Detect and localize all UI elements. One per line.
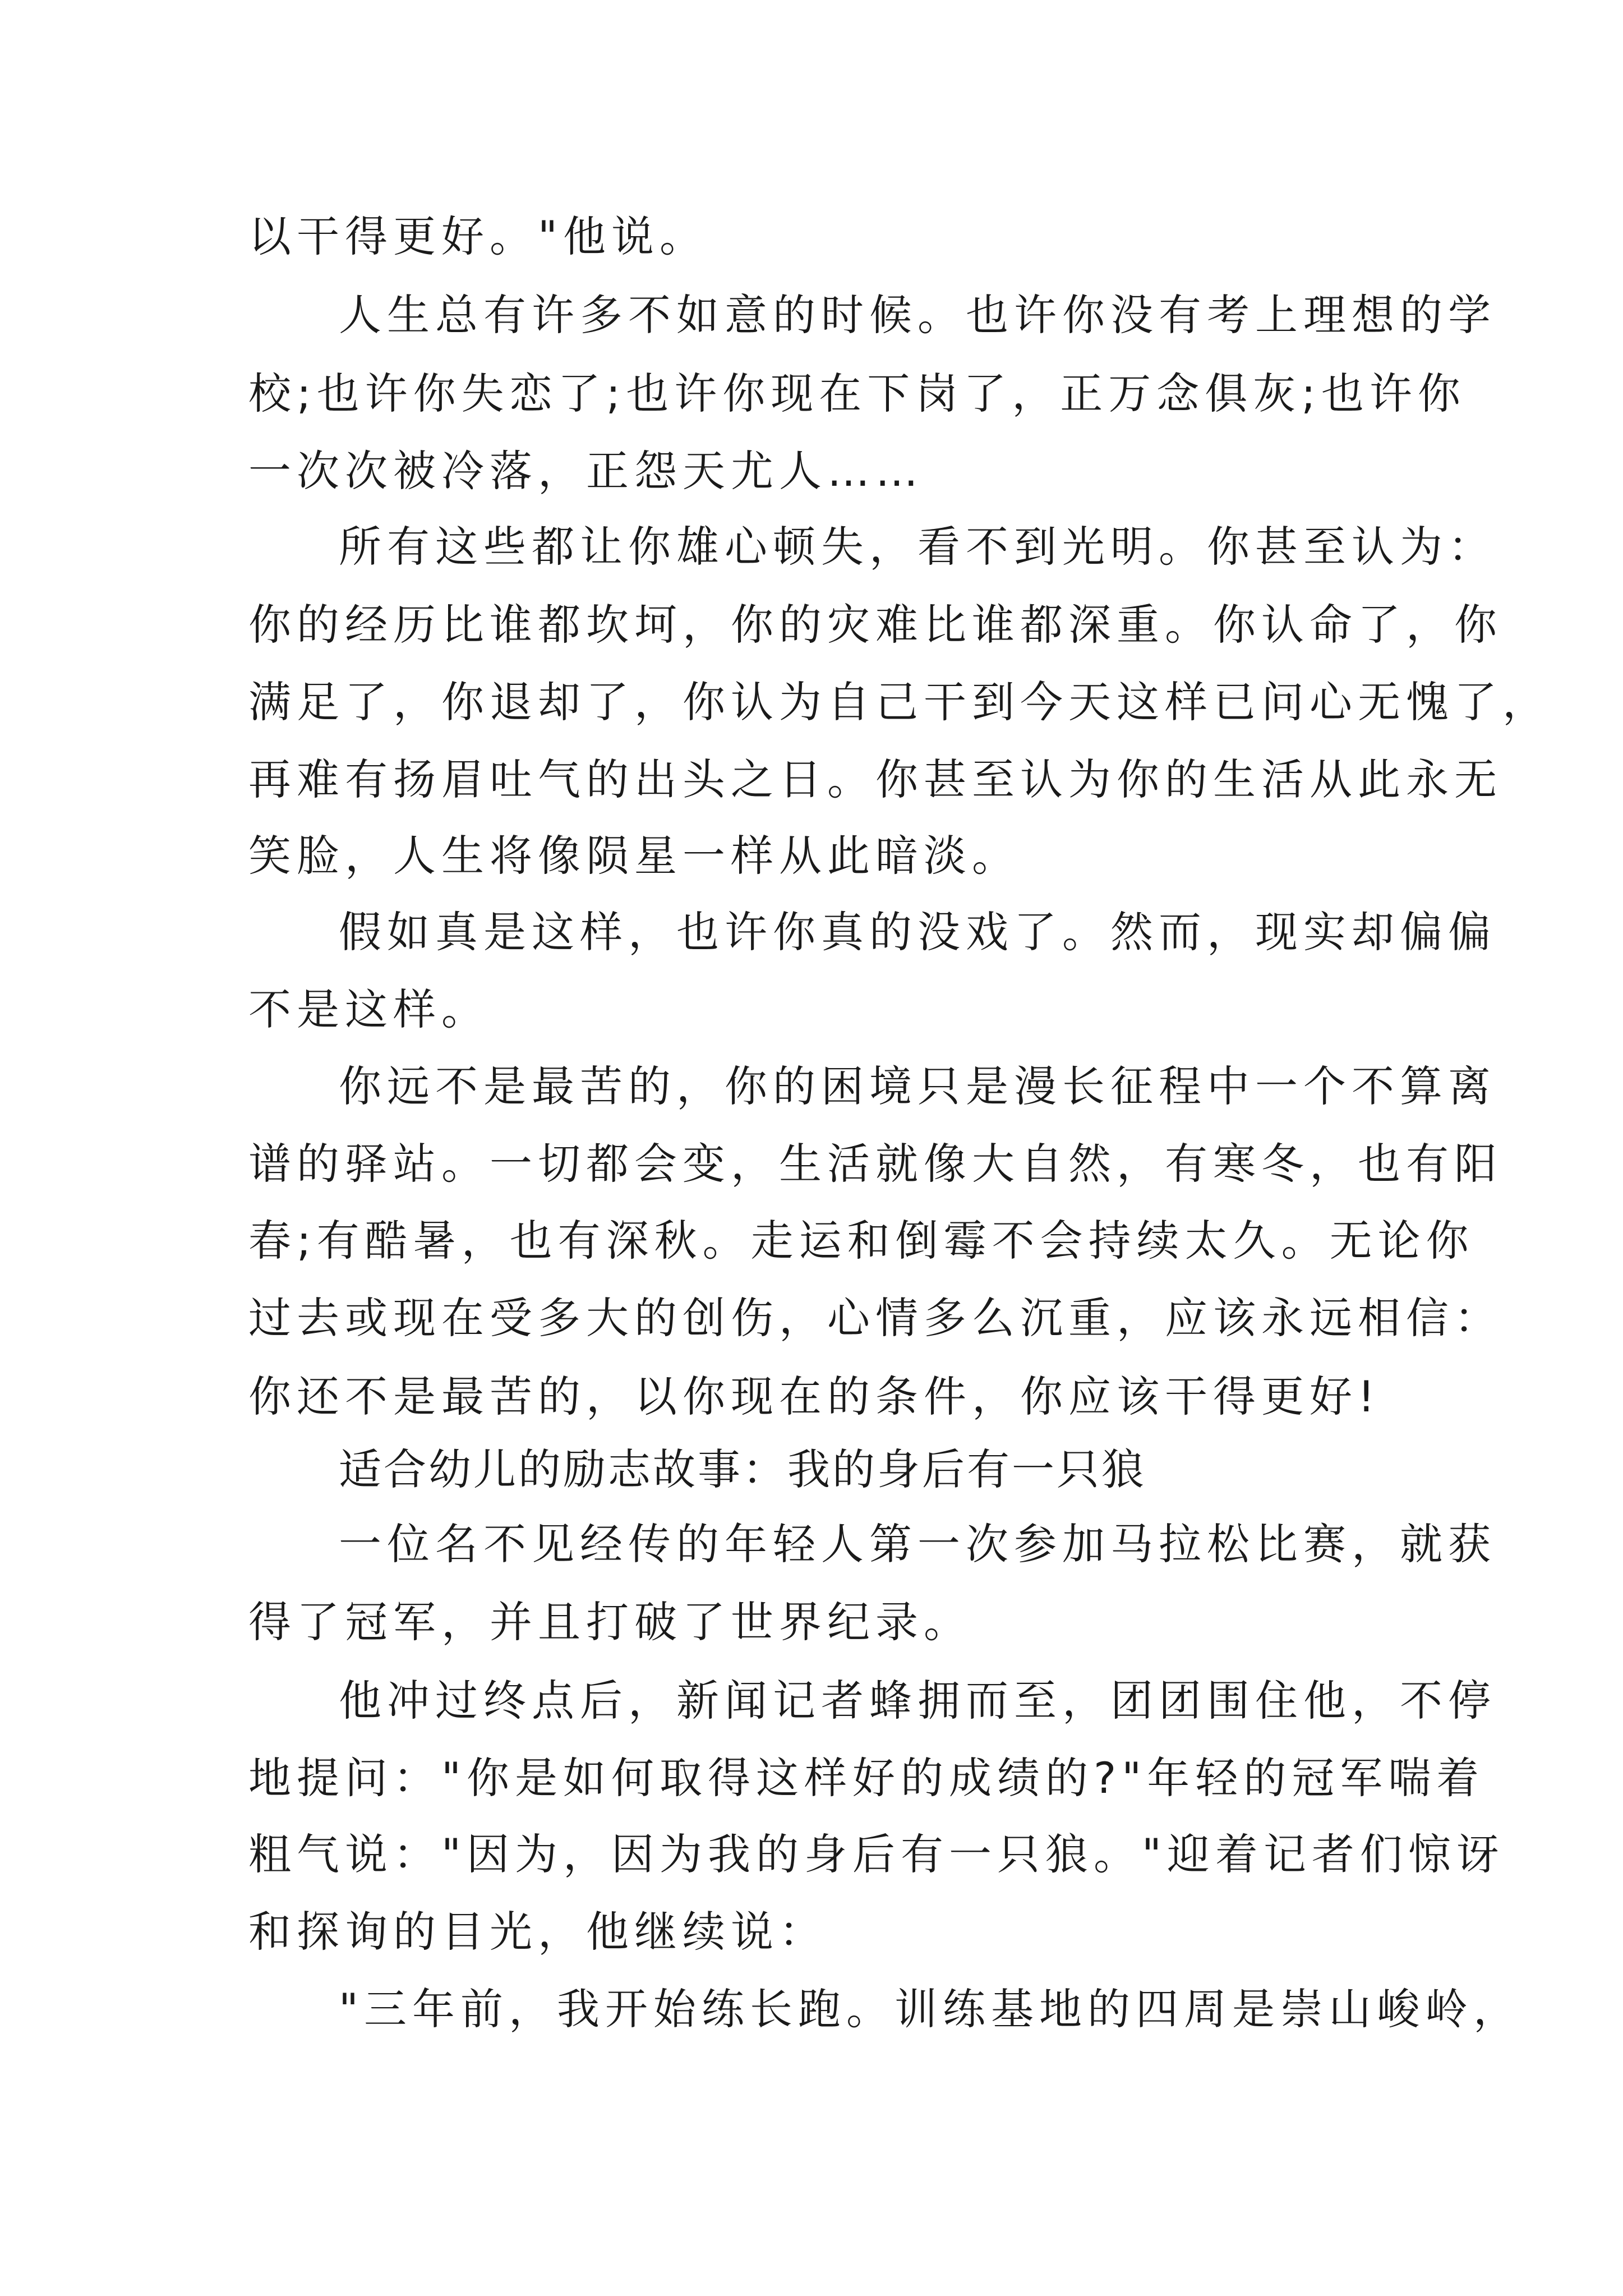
text-line-4: 一次次被冷落，正怨天尤人…… [248, 446, 924, 496]
text-line-13: 谱的驿站。一切都会变，生活就像大自然，有寒冬，也有阳 [248, 1139, 1502, 1189]
text-line-20: 他冲过终点后，新闻记者蜂拥而至，团团围住他，不停 [339, 1676, 1496, 1726]
text-line-14: 春;有酷暑，也有深秋。走运和倒霉不会持续太久。无论你 [248, 1216, 1474, 1266]
text-line-5: 所有这些都让你雄心顿失，看不到光明。你甚至认为： [339, 522, 1496, 572]
text-line-3: 校;也许你失恋了;也许你现在下岗了，正万念俱灰;也许你 [248, 369, 1466, 418]
text-line-15: 过去或现在受多大的创伤，心情多么沉重，应该永远相信： [248, 1293, 1502, 1343]
section-heading: 适合幼儿的励志故事：我的身后有一只狼 [339, 1444, 1146, 1494]
text-line-18: 一位名不见经传的年轻人第一次参加马拉松比赛，就获 [339, 1519, 1496, 1569]
text-line-7: 满足了，你退却了，你认为自己干到今天这样已问心无愧了， [248, 677, 1551, 727]
text-line-12: 你远不是最苦的，你的困境只是漫长征程中一个不算离 [339, 1061, 1496, 1111]
text-line-21: 地提问："你是如何取得这样好的成绩的?"年轻的冠军喘着 [248, 1753, 1485, 1803]
text-line-22: 粗气说："因为，因为我的身后有一只狼。"迎着记者们惊讶 [248, 1829, 1505, 1879]
text-line-16: 你还不是最苦的，以你现在的条件，你应该干得更好! [248, 1372, 1381, 1421]
text-line-10: 假如真是这样，也许你真的没戏了。然而，现实却偏偏 [339, 907, 1496, 957]
text-line-1: 以干得更好。"他说。 [248, 211, 708, 261]
text-line-23: 和探询的目光，他继续说： [248, 1907, 827, 1957]
text-line-6: 你的经历比谁都坎坷，你的灾难比谁都深重。你认命了，你 [248, 600, 1502, 650]
text-line-19: 得了冠军，并且打破了世界纪录。 [248, 1597, 972, 1647]
text-line-2: 人生总有许多不如意的时候。也许你没有考上理想的学 [339, 290, 1496, 340]
text-line-9: 笑脸，人生将像陨星一样从此暗淡。 [248, 831, 1020, 881]
text-line-11: 不是这样。 [248, 984, 490, 1034]
text-line-8: 再难有扬眉吐气的出头之日。你甚至认为你的生活从此永无 [248, 754, 1502, 804]
text-line-24: "三年前，我开始练长跑。训练基地的四周是崇山峻岭， [339, 1984, 1521, 2034]
